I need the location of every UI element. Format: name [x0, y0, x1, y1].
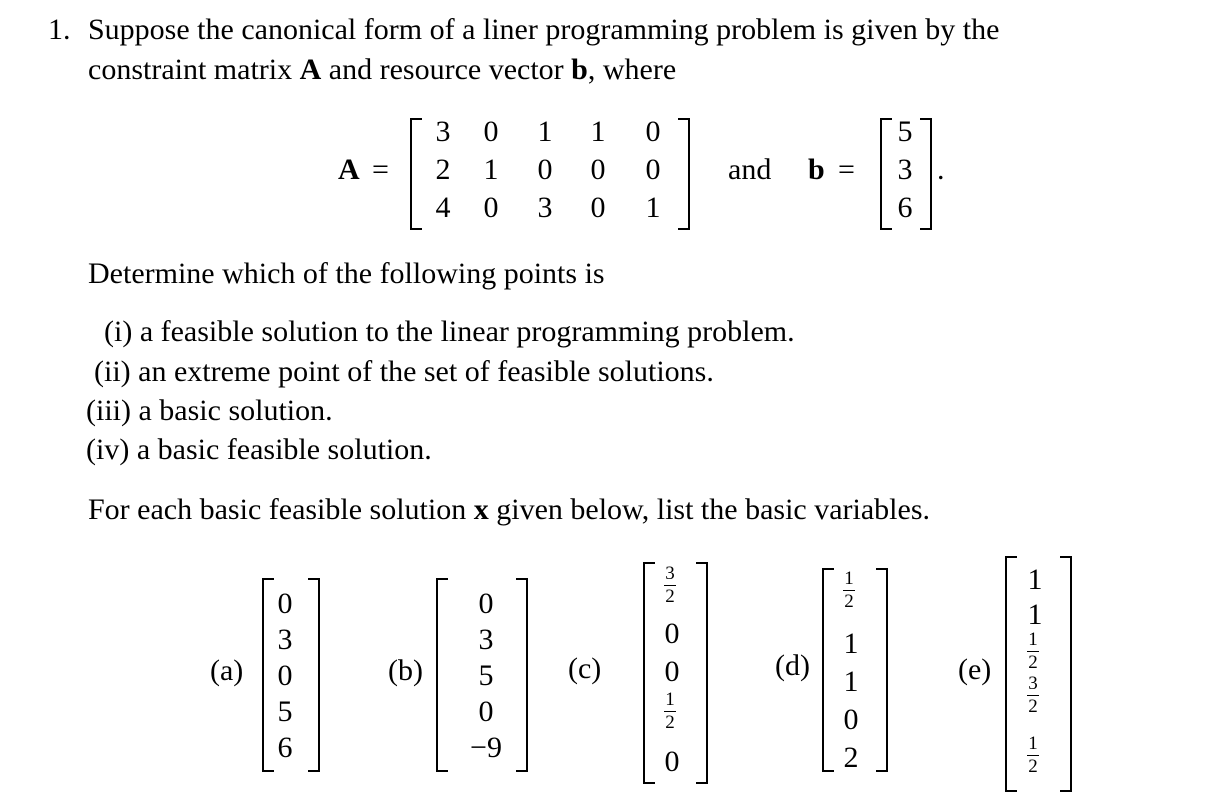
vector-entry: 5	[478, 659, 494, 692]
matrix-a-entry: 1	[645, 191, 661, 224]
item-iii: (iii) a basic solution.	[86, 394, 333, 427]
matrix-a-entry: 3	[537, 191, 553, 224]
vector-entry: 1	[843, 665, 859, 698]
vector-left-bracket	[436, 578, 448, 772]
matrix-a-entry: 1	[590, 115, 606, 148]
matrix-a-label: A	[338, 153, 360, 186]
vector-entry: 3 2	[665, 563, 675, 607]
vector-entry: 0	[478, 587, 494, 620]
matrix-a-entry: 1	[537, 115, 553, 148]
point-label: (b)	[388, 654, 423, 687]
vector-entry: 0	[277, 659, 293, 692]
vector-entry: 2	[843, 741, 859, 774]
vector-entry: 3	[478, 623, 494, 656]
vector-entry: 0	[478, 695, 494, 728]
equals-sign-2: =	[838, 153, 855, 186]
and-word: and	[728, 153, 772, 186]
vector-b-entry: 3	[897, 153, 913, 186]
vector-entry: 5	[277, 695, 293, 728]
vector-entry: 0	[843, 703, 859, 736]
vector-entry: 1 2	[665, 689, 675, 733]
problem-number: 1.	[48, 13, 71, 46]
intro-line-2: constraint matrix A and resource vector b, where	[88, 53, 677, 86]
matrix-a-left-bracket	[410, 118, 422, 230]
vector-b-label: b	[808, 153, 825, 186]
vector-right-bracket	[516, 578, 528, 772]
vector-entry: 0	[664, 745, 680, 778]
matrix-a-entry: 0	[483, 191, 499, 224]
vector-entry: 3 2	[1028, 673, 1038, 717]
vector-entry: 1	[1027, 598, 1043, 631]
equals-sign: =	[372, 153, 389, 186]
vector-entry: 1 2	[1028, 629, 1038, 673]
point-label: (e)	[958, 653, 992, 686]
point-label: (a)	[210, 654, 244, 687]
point-label: (d)	[775, 649, 810, 682]
vector-entry: 1	[843, 627, 859, 660]
matrix-a-entry: 1	[483, 153, 499, 186]
vector-entry: 6	[277, 731, 293, 764]
vector-entry: −9	[470, 731, 502, 764]
matrix-a-entry: 0	[590, 153, 606, 186]
item-iv: (iv) a basic feasible solution.	[86, 433, 432, 466]
vector-entry: 1	[1027, 563, 1043, 596]
matrix-a-entry: 0	[645, 115, 661, 148]
matrix-a-entry: 0	[537, 153, 553, 186]
vector-entry: 1 2	[1028, 733, 1038, 777]
matrix-a-entry: 2	[435, 153, 451, 186]
intro-line-1: Suppose the canonical form of a liner programming problem is given by the	[88, 13, 1000, 46]
item-i: (i) a feasible solution to the linear programming problem.	[104, 315, 795, 348]
matrix-a-right-bracket	[678, 118, 690, 230]
vector-entry: 0	[277, 587, 293, 620]
matrix-a-entry: 0	[590, 191, 606, 224]
for-each-line: For each basic feasible solution x given below, list the basic variables.	[88, 493, 931, 526]
determine-line: Determine which of the following points is	[88, 257, 605, 290]
matrix-a-entry: 0	[645, 153, 661, 186]
vector-entry: 1 2	[844, 568, 854, 612]
vector-entry: 0	[664, 655, 680, 688]
vector-entry: 0	[664, 617, 680, 650]
item-ii: (ii) an extreme point of the set of feasible solutions.	[94, 355, 714, 388]
period: .	[937, 153, 945, 186]
point-label: (c)	[568, 652, 602, 685]
matrix-a-entry: 3	[435, 115, 451, 148]
vector-b-entry: 6	[897, 191, 913, 224]
matrix-a-entry: 4	[435, 191, 451, 224]
vector-entry: 3	[277, 623, 293, 656]
vector-b-entry: 5	[897, 115, 913, 148]
matrix-a-entry: 0	[483, 115, 499, 148]
